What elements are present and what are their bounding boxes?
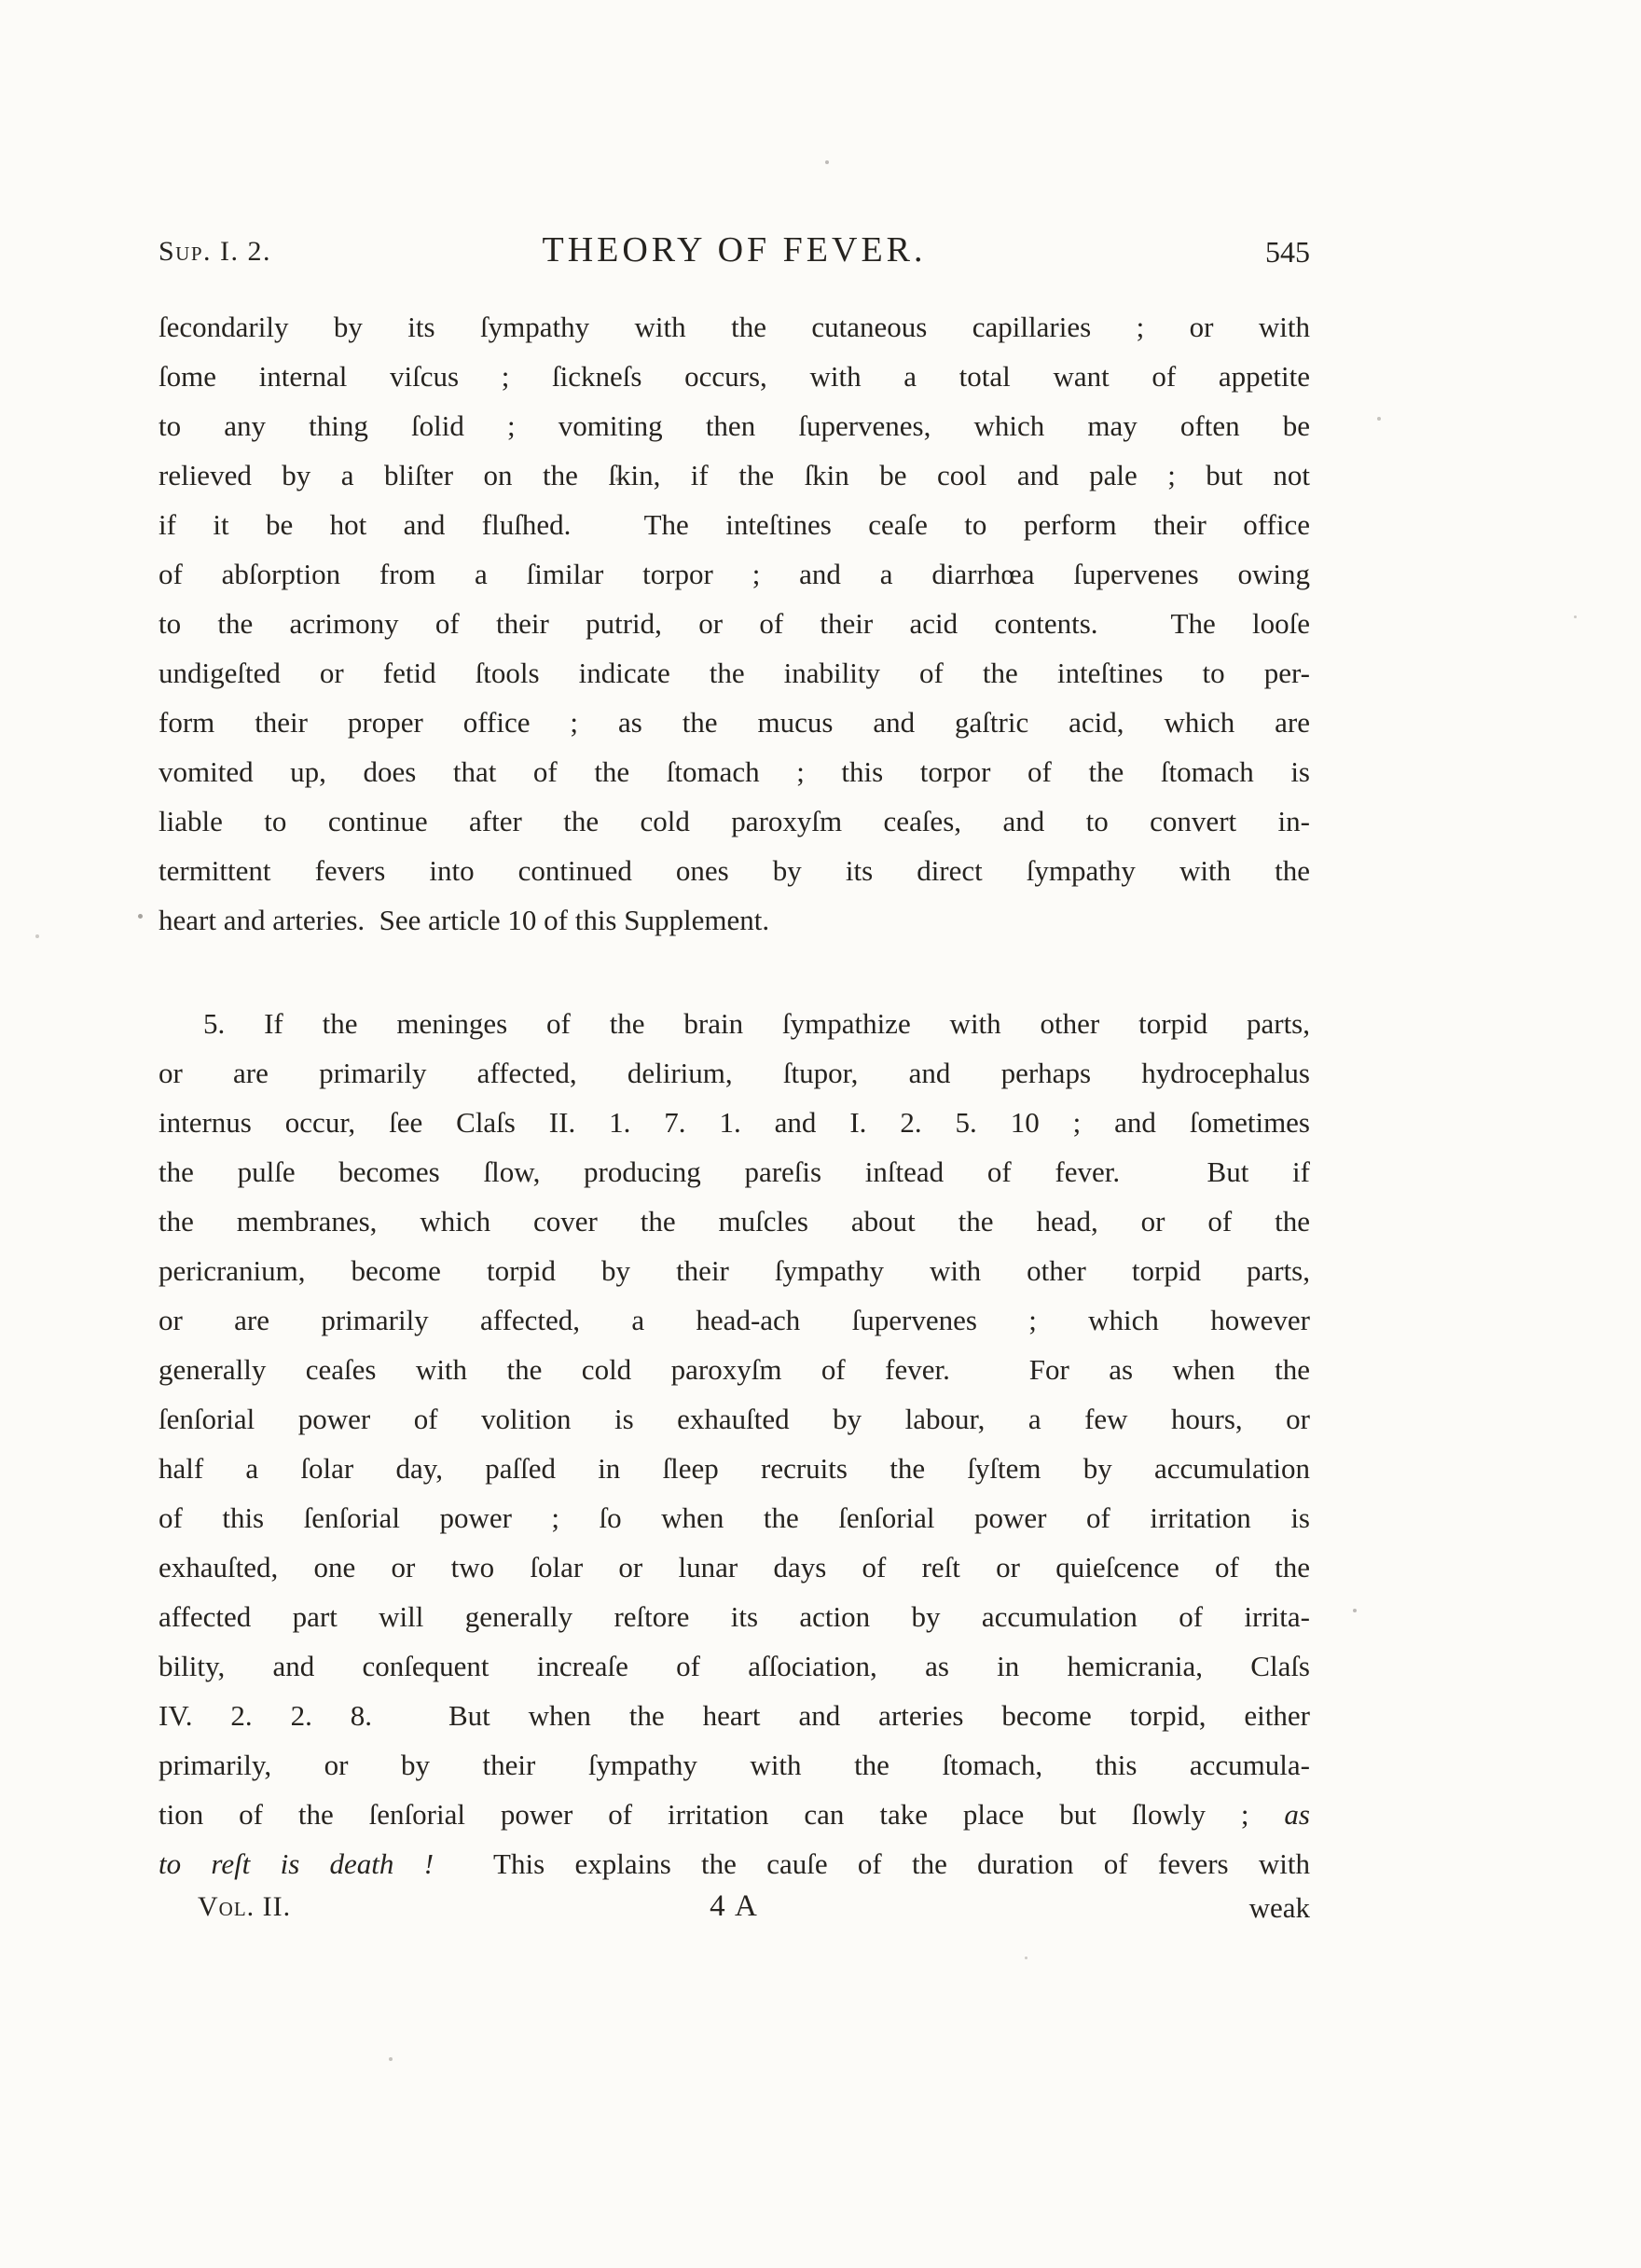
running-title: THEORY OF FEVER.: [542, 230, 927, 270]
page-body: [159, 302, 1310, 1888]
text-line: termittent fevers into continued ones by its direct ſympathy with the: [159, 854, 1310, 887]
text-line: bility, and conſequent increaſe of aſſociation, as in hemicrania, Claſs: [159, 1650, 1310, 1682]
text-line: of this ſenſorial power ; ſo when the ſenſorial power of irritation is: [159, 1501, 1310, 1534]
text-line: the pulſe becomes ſlow, producing pareſis inſtead of fever. But if: [159, 1155, 1310, 1188]
text-line: ſecondarily by its ſympathy with the cutaneous capillaries ; or with: [159, 311, 1310, 343]
text-line: affected part will generally reſtore its action by accumulation of irrita-: [159, 1600, 1310, 1633]
page-header: [159, 229, 1310, 278]
text-line: IV. 2. 2. 8. But when the heart and arteries become torpid, either: [159, 1699, 1310, 1732]
scan-artifact-dot: [138, 914, 143, 919]
text-line: to any thing ſolid ; vomiting then ſupervenes, which may often be: [159, 409, 1310, 442]
text-line: [159, 1839, 1310, 1888]
volume-label: Vol. II.: [198, 1891, 292, 1922]
text-line: exhauſted, one or two ſolar or lunar days of reſt or quieſcence of the: [159, 1551, 1310, 1583]
text-line: liable to continue after the cold paroxyſm ceaſes, and to convert in-: [159, 805, 1310, 837]
text-line: form their proper office ; as the mucus and gaſtric acid, which are: [159, 706, 1310, 739]
italic-text: as: [1284, 1798, 1310, 1831]
text-line: 5. If the meninges of the brain ſympathize with other torpid parts,: [203, 1007, 1310, 1040]
text-line: to the acrimony of their putrid, or of their acid contents. The looſe: [159, 607, 1310, 640]
scan-artifact-dot: [1574, 615, 1577, 618]
text-line: undigeſted or fetid ſtools indicate the inability of the inteſtines to per-: [159, 657, 1310, 689]
text-line: or are primarily affected, a head-ach ſupervenes ; which however: [159, 1304, 1310, 1336]
scan-artifact-dot: [1353, 1609, 1357, 1612]
text-line: ſome internal viſcus ; ſickneſs occurs, with a total want of appetite: [159, 360, 1310, 393]
text-line: vomited up, does that of the ſtomach ; this torpor of the ſtomach is: [159, 755, 1310, 788]
text-line: relieved by a bliſter on the ſkin, if the ſkin be cool and pale ; but not: [159, 459, 1310, 491]
scan-artifact-dot: [35, 934, 39, 938]
text-line: internus occur, ſee Claſs II. 1. 7. 1. and I. 2. 5. 10 ; and ſometimes: [159, 1106, 1310, 1139]
text-line: of abſorption from a ſimilar torpor ; and a diarrhœa ſupervenes owing: [159, 558, 1310, 590]
scan-artifact-dot: [1377, 417, 1381, 421]
scan-artifact-dot: [1025, 1957, 1027, 1959]
text-line: ſenſorial power of volition is exhauſted by labour, a few hours, or: [159, 1403, 1310, 1435]
text-line: pericranium, become torpid by their ſympathy with other torpid parts,: [159, 1254, 1310, 1287]
scan-artifact-dot: [825, 160, 829, 164]
text-segment: This explains the cauſe of the duration of fevers with: [434, 1847, 1311, 1880]
section-label: Sup. I. 2.: [159, 236, 272, 267]
paragraph: [159, 302, 1310, 945]
text-line: if it be hot and fluſhed. The inteſtines ceaſe to perform their office: [159, 508, 1310, 541]
page-number: 545: [1265, 235, 1310, 269]
text-line: primarily, or by their ſympathy with the ſtomach, this accumula-: [159, 1749, 1310, 1781]
text-line: [159, 1790, 1310, 1839]
italic-text: to reſt is death !: [159, 1847, 434, 1880]
text-line: generally ceaſes with the cold paroxyſm of fever. For as when the: [159, 1353, 1310, 1386]
catchword: weak: [1248, 1891, 1310, 1924]
page-footer: [159, 1889, 1310, 1934]
text-line: or are primarily affected, delirium, ſtupor, and perhaps hydrocephalus: [159, 1057, 1310, 1089]
text-line: heart and arteries. See article 10 of this Supplement.: [159, 904, 770, 936]
text-line: half a ſolar day, paſſed in ſleep recruits the ſyſtem by accumulation: [159, 1452, 1310, 1485]
paragraph: [159, 999, 1310, 1888]
text-segment: tion of the ſenſorial power of irritation can take place but ſlowly ;: [159, 1798, 1285, 1831]
signature-mark: 4 A: [710, 1889, 759, 1923]
text-line: the membranes, which cover the muſcles about the head, or of the: [159, 1205, 1310, 1238]
scan-artifact-dot: [389, 2057, 393, 2061]
